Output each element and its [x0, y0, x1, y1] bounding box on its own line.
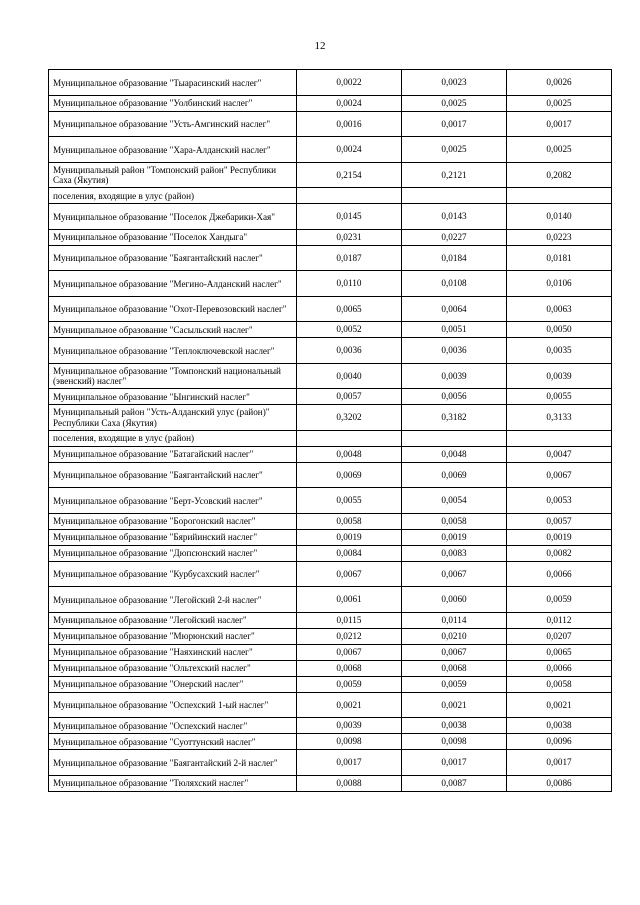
municipality-name-cell: Муниципальное образование "Курбусахский наслег"	[49, 561, 297, 587]
table-row	[49, 513, 612, 529]
table-row	[49, 692, 612, 718]
table-row	[49, 389, 612, 405]
value-cell-2: 0,0019	[402, 529, 507, 545]
value-cell-1: 0,3202	[297, 405, 402, 431]
value-cell-2	[402, 188, 507, 204]
value-cell-3: 0,3133	[507, 405, 612, 431]
value-cell-2: 0,0067	[402, 644, 507, 660]
table-row	[49, 245, 612, 271]
table-row	[49, 405, 612, 431]
value-cell-3: 0,0021	[507, 692, 612, 718]
municipality-name-cell: Муниципальное образование "Батагайский наслег"	[49, 446, 297, 462]
value-cell-3: 0,0055	[507, 389, 612, 405]
municipality-name-cell: Муниципальное образование "Легойский 2-й наслег"	[49, 587, 297, 613]
value-cell-1: 0,0145	[297, 204, 402, 230]
table-row	[49, 545, 612, 561]
table-row	[49, 271, 612, 297]
value-cell-3	[507, 430, 612, 446]
value-cell-1: 0,0059	[297, 676, 402, 692]
value-cell-3	[507, 188, 612, 204]
value-cell-3: 0,0065	[507, 644, 612, 660]
value-cell-1: 0,0052	[297, 322, 402, 338]
value-cell-1: 0,0048	[297, 446, 402, 462]
value-cell-2: 0,0021	[402, 692, 507, 718]
value-cell-3: 0,0067	[507, 462, 612, 488]
value-cell-1: 0,0055	[297, 488, 402, 514]
value-cell-2	[402, 430, 507, 446]
value-cell-3: 0,0207	[507, 628, 612, 644]
value-cell-1: 0,0022	[297, 70, 402, 96]
value-cell-1: 0,0040	[297, 363, 402, 389]
value-cell-2: 0,0067	[402, 561, 507, 587]
municipality-name-cell: Муниципальное образование "Ынгинский наслег"	[49, 389, 297, 405]
value-cell-2: 0,3182	[402, 405, 507, 431]
value-cell-3: 0,0050	[507, 322, 612, 338]
value-cell-2: 0,0108	[402, 271, 507, 297]
table-row	[49, 70, 612, 96]
table-row	[49, 587, 612, 613]
value-cell-3: 0,0181	[507, 245, 612, 271]
value-cell-2: 0,0058	[402, 513, 507, 529]
value-cell-1: 0,0212	[297, 628, 402, 644]
municipality-name-cell: Муниципальное образование "Бярийинский наслег"	[49, 529, 297, 545]
value-cell-3: 0,0066	[507, 561, 612, 587]
municipality-name-cell: Муниципальное образование "Легойский наслег"	[49, 612, 297, 628]
value-cell-3: 0,0086	[507, 775, 612, 791]
value-cell-2: 0,0064	[402, 296, 507, 322]
municipality-name-cell: Муниципальный район "Усть-Алданский улус (район)" Республики Саха (Якутия)	[49, 405, 297, 431]
table-row	[49, 561, 612, 587]
value-cell-2: 0,0060	[402, 587, 507, 613]
value-cell-3: 0,0082	[507, 545, 612, 561]
municipality-name-cell: поселения, входящие в улус (район)	[49, 188, 297, 204]
page-number: 12	[314, 40, 326, 52]
value-cell-1: 0,0057	[297, 389, 402, 405]
value-cell-2: 0,0048	[402, 446, 507, 462]
value-cell-2: 0,0184	[402, 245, 507, 271]
table-row	[49, 338, 612, 364]
value-cell-3: 0,0063	[507, 296, 612, 322]
municipality-name-cell: Муниципальное образование "Берт-Усовский наслег"	[49, 488, 297, 514]
value-cell-1: 0,2154	[297, 162, 402, 188]
table-row	[49, 734, 612, 750]
value-cell-2: 0,0098	[402, 734, 507, 750]
table-row	[49, 162, 612, 188]
value-cell-1: 0,0061	[297, 587, 402, 613]
municipality-name-cell: Муниципальное образование "Баягантайский наслег"	[49, 462, 297, 488]
municipality-name-cell: Муниципальное образование "Оспехский наслег"	[49, 718, 297, 734]
municipality-name-cell: Муниципальное образование "Хара-Алданский наслег"	[49, 137, 297, 163]
municipality-name-cell: Муниципальное образование "Сасыльский наслег"	[49, 322, 297, 338]
value-cell-3: 0,0035	[507, 338, 612, 364]
value-cell-1	[297, 430, 402, 446]
municipality-name-cell: Муниципальное образование "Теплоключевской наслег"	[49, 338, 297, 364]
value-cell-3: 0,0066	[507, 660, 612, 676]
value-cell-1: 0,0021	[297, 692, 402, 718]
municipality-name-cell: Муниципальное образование "Баягантайский наслег"	[49, 245, 297, 271]
table-row	[49, 95, 612, 111]
municipality-name-cell: Муниципальное образование "Суоттунский наслег"	[49, 734, 297, 750]
value-cell-3: 0,0112	[507, 612, 612, 628]
value-cell-1: 0,0024	[297, 137, 402, 163]
value-cell-3: 0,0025	[507, 95, 612, 111]
value-cell-2: 0,0023	[402, 70, 507, 96]
value-cell-2: 0,0083	[402, 545, 507, 561]
value-cell-2: 0,0051	[402, 322, 507, 338]
value-cell-1: 0,0039	[297, 718, 402, 734]
value-cell-2: 0,0059	[402, 676, 507, 692]
value-cell-1: 0,0017	[297, 750, 402, 776]
section-header-row	[49, 430, 612, 446]
value-cell-1: 0,0019	[297, 529, 402, 545]
municipality-name-cell: Муниципальное образование "Поселок Джебарики-Хая"	[49, 204, 297, 230]
table-row	[49, 718, 612, 734]
value-cell-3: 0,0039	[507, 363, 612, 389]
value-cell-2: 0,0039	[402, 363, 507, 389]
municipality-name-cell: Муниципальное образование "Мегино-Алданский наслег"	[49, 271, 297, 297]
value-cell-2: 0,0056	[402, 389, 507, 405]
municipality-name-cell: Муниципальное образование "Баягантайский 2-й наслег"	[49, 750, 297, 776]
value-cell-2: 0,0017	[402, 111, 507, 137]
value-cell-3: 0,0017	[507, 111, 612, 137]
value-cell-3: 0,0140	[507, 204, 612, 230]
value-cell-1: 0,0067	[297, 644, 402, 660]
table-row	[49, 363, 612, 389]
value-cell-2: 0,2121	[402, 162, 507, 188]
value-cell-3: 0,2082	[507, 162, 612, 188]
value-cell-2: 0,0227	[402, 229, 507, 245]
value-cell-3: 0,0106	[507, 271, 612, 297]
value-cell-2: 0,0038	[402, 718, 507, 734]
value-cell-2: 0,0114	[402, 612, 507, 628]
municipality-name-cell: Муниципальное образование "Мюрюнский наслег"	[49, 628, 297, 644]
value-cell-2: 0,0025	[402, 137, 507, 163]
table-row	[49, 628, 612, 644]
value-cell-3: 0,0038	[507, 718, 612, 734]
value-cell-1: 0,0084	[297, 545, 402, 561]
value-cell-1: 0,0110	[297, 271, 402, 297]
table-row	[49, 446, 612, 462]
table-row	[49, 612, 612, 628]
value-cell-1: 0,0231	[297, 229, 402, 245]
table-row	[49, 660, 612, 676]
municipality-name-cell: Муниципальное образование "Борогонский наслег"	[49, 513, 297, 529]
value-cell-1: 0,0016	[297, 111, 402, 137]
table-row	[49, 462, 612, 488]
table-row	[49, 137, 612, 163]
value-cell-2: 0,0210	[402, 628, 507, 644]
value-cell-3: 0,0223	[507, 229, 612, 245]
value-cell-2: 0,0054	[402, 488, 507, 514]
value-cell-2: 0,0068	[402, 660, 507, 676]
municipality-name-cell: Муниципальное образование "Томпонский национальный (эвенский) наслег"	[49, 363, 297, 389]
value-cell-1: 0,0058	[297, 513, 402, 529]
table-row	[49, 644, 612, 660]
municipality-name-cell: Муниципальное образование "Онерский наслег"	[49, 676, 297, 692]
municipality-name-cell: Муниципальное образование "Уолбинский наслег"	[49, 95, 297, 111]
table-row	[49, 750, 612, 776]
value-cell-1: 0,0024	[297, 95, 402, 111]
value-cell-1: 0,0187	[297, 245, 402, 271]
value-cell-1	[297, 188, 402, 204]
table-row	[49, 204, 612, 230]
value-cell-2: 0,0143	[402, 204, 507, 230]
municipality-name-cell: поселения, входящие в улус (район)	[49, 430, 297, 446]
value-cell-1: 0,0069	[297, 462, 402, 488]
value-cell-2: 0,0069	[402, 462, 507, 488]
section-header-row	[49, 188, 612, 204]
value-cell-2: 0,0036	[402, 338, 507, 364]
value-cell-1: 0,0115	[297, 612, 402, 628]
municipality-name-cell: Муниципальный район "Томпонский район" Республики Саха (Якутия)	[49, 162, 297, 188]
value-cell-1: 0,0067	[297, 561, 402, 587]
value-cell-2: 0,0087	[402, 775, 507, 791]
table-row	[49, 529, 612, 545]
value-cell-3: 0,0017	[507, 750, 612, 776]
value-cell-1: 0,0036	[297, 338, 402, 364]
municipality-name-cell: Муниципальное образование "Оспехский 1-ый наслег"	[49, 692, 297, 718]
table-row	[49, 111, 612, 137]
value-cell-3: 0,0053	[507, 488, 612, 514]
table-row	[49, 296, 612, 322]
value-cell-3: 0,0047	[507, 446, 612, 462]
table-row	[49, 229, 612, 245]
value-cell-3: 0,0026	[507, 70, 612, 96]
municipality-name-cell: Муниципальное образование "Дюпсюнский наслег"	[49, 545, 297, 561]
value-cell-1: 0,0065	[297, 296, 402, 322]
municipality-name-cell: Муниципальное образование "Тюляхский наслег"	[49, 775, 297, 791]
value-cell-2: 0,0017	[402, 750, 507, 776]
value-cell-3: 0,0059	[507, 587, 612, 613]
value-cell-1: 0,0098	[297, 734, 402, 750]
value-cell-3: 0,0019	[507, 529, 612, 545]
value-cell-1: 0,0088	[297, 775, 402, 791]
table-row	[49, 676, 612, 692]
value-cell-3: 0,0058	[507, 676, 612, 692]
value-cell-3: 0,0025	[507, 137, 612, 163]
municipality-name-cell: Муниципальное образование "Усть-Амгинский наслег"	[49, 111, 297, 137]
table-row	[49, 488, 612, 514]
value-cell-1: 0,0068	[297, 660, 402, 676]
municipality-name-cell: Муниципальное образование "Тыарасинский наслег"	[49, 70, 297, 96]
municipality-name-cell: Муниципальное образование "Поселок Хандыга"	[49, 229, 297, 245]
municipality-name-cell: Муниципальное образование "Наяхинский наслег"	[49, 644, 297, 660]
value-cell-2: 0,0025	[402, 95, 507, 111]
table-row	[49, 322, 612, 338]
municipality-name-cell: Муниципальное образование "Ольтехский наслег"	[49, 660, 297, 676]
coefficients-table	[48, 69, 612, 792]
value-cell-3: 0,0096	[507, 734, 612, 750]
municipality-name-cell: Муниципальное образование "Охот-Перевозовский наслег"	[49, 296, 297, 322]
table-row	[49, 775, 612, 791]
value-cell-3: 0,0057	[507, 513, 612, 529]
